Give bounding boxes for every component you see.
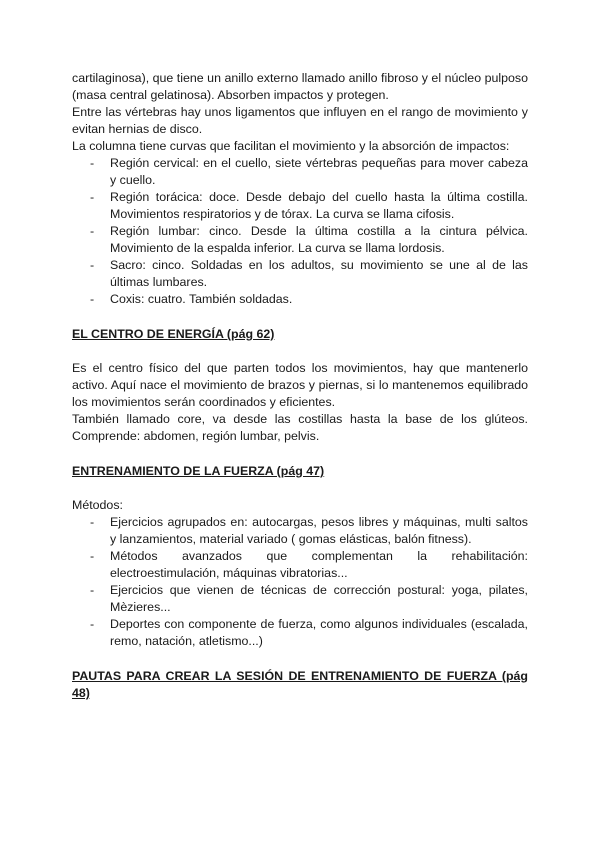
list-item: - Región cervical: en el cuello, siete vértebras pequeñas para mover cabeza y cuello. [110,155,528,189]
section-heading-guidelines: PAUTAS PARA CREAR LA SESIÓN DE ENTRENAMIENTO DE FUERZA (pág 48) [72,669,528,700]
methods-list [72,514,528,650]
intro-paragraph-1: cartilaginosa), que tiene un anillo externo llamado anillo fibroso y el núcleo pulposo (masa central gelatinosa). Absorben impactos y protegen. [72,71,528,102]
list-item: - Métodos avanzados que complementan la rehabilitación: electroestimulación, máquinas vibratorias... [110,548,528,582]
list-item: - Ejercicios agrupados en: autocargas, pesos libres y máquinas, multi saltos y lanzamientos, material variado ( gomas elásticas, balón fitness). [110,514,528,548]
document-page [72,70,528,702]
list-item: - Ejercicios que vienen de técnicas de corrección postural: yoga, pilates, Mèzieres... [110,582,528,616]
list-item: - Sacro: cinco. Soldadas en los adultos, su movimiento se une al de las últimas lumbares. [110,257,528,291]
methods-label: Métodos: [72,498,123,512]
list-item: - Coxis: cuatro. También soldadas. [110,291,528,308]
intro-paragraph-3: La columna tiene curvas que facilitan el movimiento y la absorción de impactos: [72,139,510,153]
section-heading-core: EL CENTRO DE ENERGÍA (pág 62) [72,327,275,341]
core-paragraph-2: También llamado core, va desde las costillas hasta la base de los glúteos. Comprende: abdomen, región lumbar, pelvis. [72,412,528,443]
list-item: - Región torácica: doce. Desde debajo del cuello hasta la última costilla. Movimientos respiratorios y de tórax. La curva se llama cifosis. [110,189,528,223]
spine-curves-list [72,155,528,308]
list-item: - Región lumbar: cinco. Desde la última costilla a la cintura pélvica. Movimiento de la espalda inferior. La curva se llama lordosis. [110,223,528,257]
list-item: - Deportes con componente de fuerza, como algunos individuales (escalada, remo, natación, atletismo...) [110,616,528,650]
section-heading-strength: ENTRENAMIENTO DE LA FUERZA (pág 47) [72,464,325,478]
core-paragraph-1: Es el centro físico del que parten todos los movimientos, hay que mantenerlo activo. Aquí nace el movimiento de brazos y piernas, si lo mantenemos equilibrado los movimientos serán coordinados y eficientes. [72,361,528,409]
intro-paragraph-2: Entre las vértebras hay unos ligamentos que influyen en el rango de movimiento y evitan hernias de disco. [72,105,528,136]
